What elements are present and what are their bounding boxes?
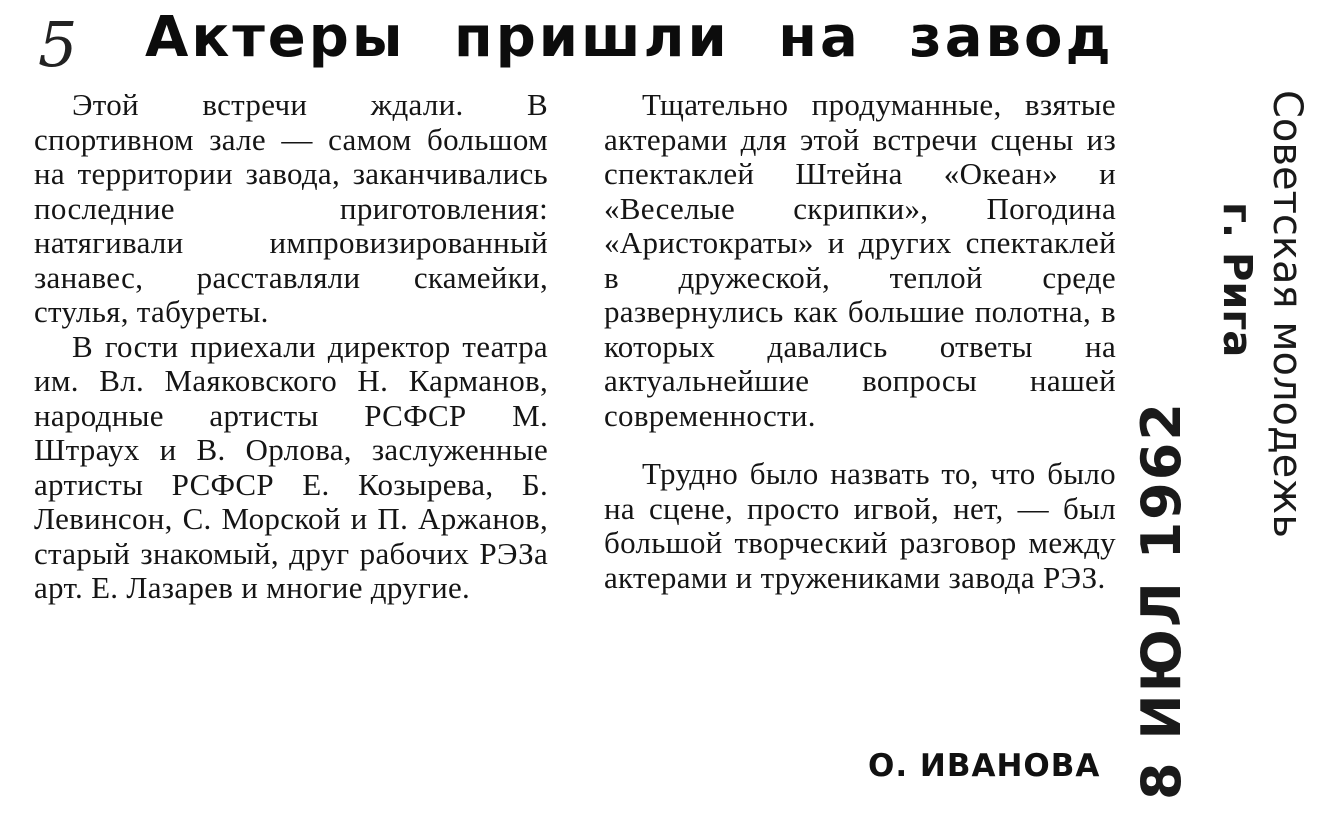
date-stamp-text: 8 ИЮЛ 1962 [1130,401,1193,800]
source-city: г. Рига [1214,202,1260,358]
author-signature: О. ИВАНОВА [868,748,1101,784]
paragraph-gap [604,433,1116,457]
column1-paragraph-2: В гости приехали директор театра им. Вл. Маяковского Н. Карманов, народные артисты РСФСР М. Штраух и В. Орлова, заслуженные артисты РСФСР Е. Козырева, Б. Левинсон, С. Морской и П. Аржанов, старый знакомый, друг рабочих РЭЗа арт. Е. Лазарев и многие другие. [34,328,548,605]
article-column-1 [34,88,548,606]
column1-paragraph-1: Этой встречи ждали. В спортивном зале — самом большом на территории завода, заканчивались последние приготовления: натягивали импровизированный занавес, расставляли скамейки, стулья, табуреты. [34,87,548,329]
handwritten-number: 5 [38,8,78,81]
source-newspaper-name: Советская молодежь [1264,90,1310,538]
column2-paragraph-2: Трудно было назвать то, что было на сцене, просто игвой, нет, — был большой творческий разговор между актерами и тружениками завода РЭЗ. [604,456,1116,595]
article-column-2 [604,88,1116,595]
column2-paragraph-1: Тщательно продуманные, взятые актерами для этой встречи сцены из спектаклей Штейна «Океан» и «Веселые скрипки», Погодина «Аристократы» и других спектаклей в дружеской, теплой среде развернулись как большие полотна, в которых давались ответы на актуальнейшие вопросы нашей современности. [604,87,1116,433]
article-headline: Актеры пришли на завод [145,5,1114,70]
